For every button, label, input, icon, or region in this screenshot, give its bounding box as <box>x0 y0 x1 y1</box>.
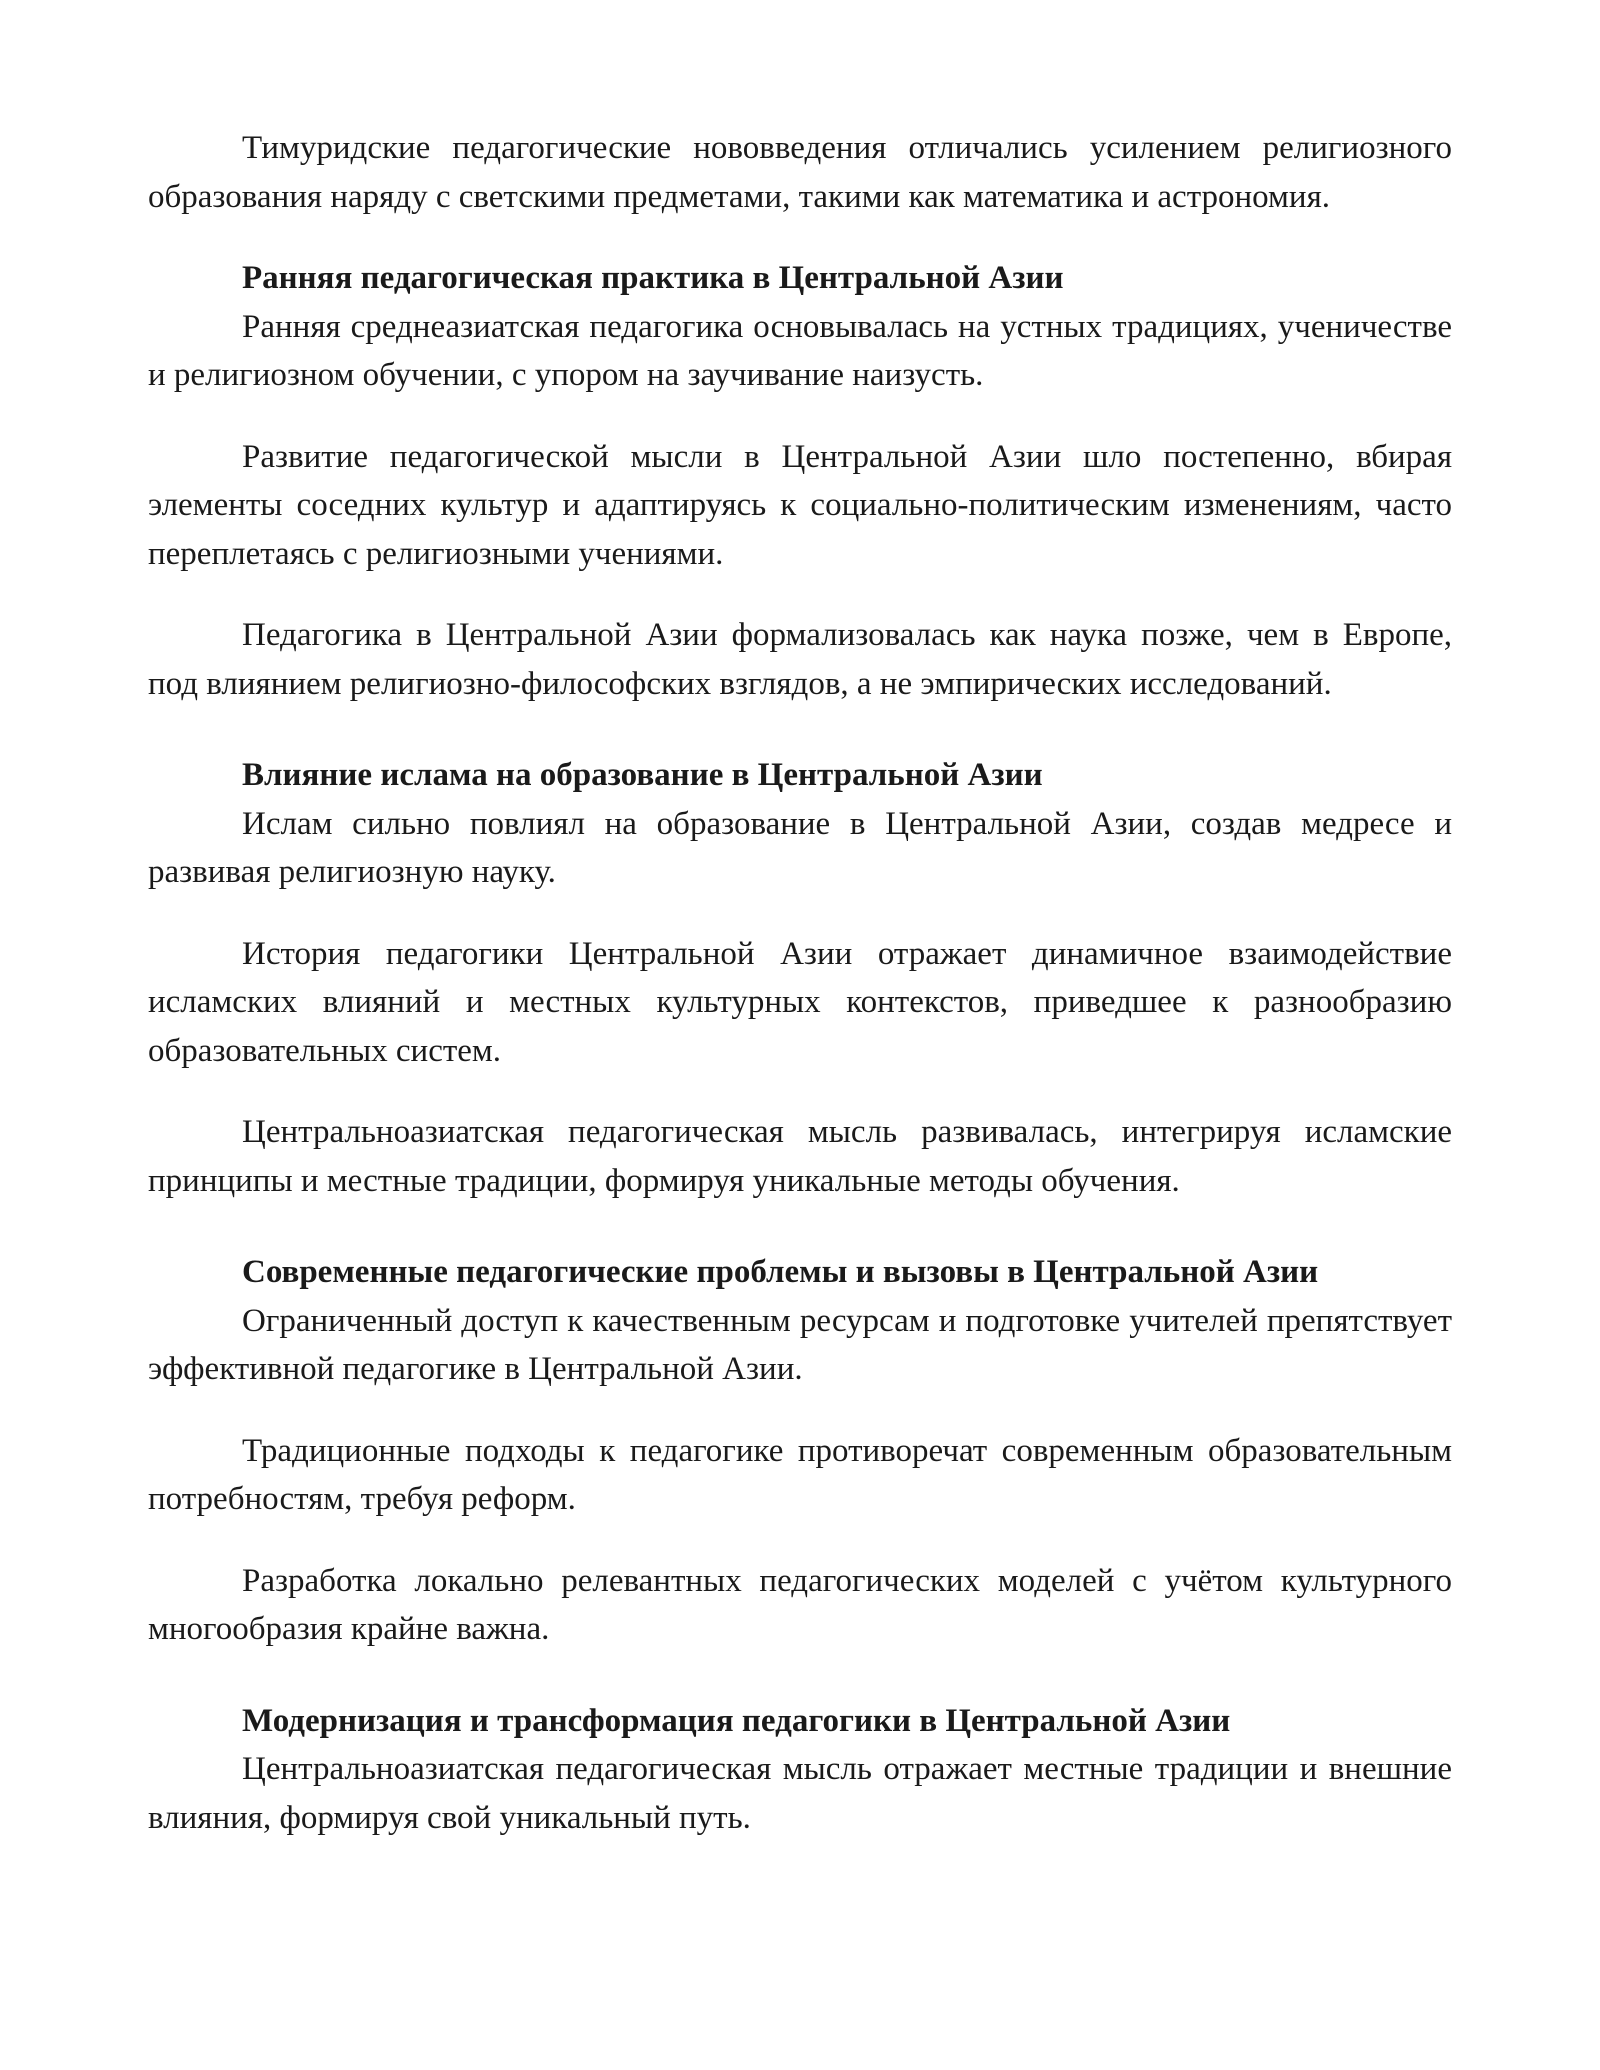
paragraph-development: Развитие педагогической мысли в Центральной Азии шло постепенно, вбирая элементы соседних культур и адаптируясь к социально-политическим изменениям, часто переплетаясь с религиозными учениями. <box>148 438 1452 572</box>
paragraph-timurid-innovations: Тимуридские педагогические нововведения отличались усилением религиозного образования наряду с светскими предметами, такими как математика и астрономия. <box>148 130 1452 215</box>
paragraph-integration: Центральноазиатская педагогическая мысль развивалась, интегрируя исламские принципы и местные традиции, формируя уникальные методы обучения. <box>148 1114 1452 1199</box>
paragraph-unique-path: Центральноазиатская педагогическая мысль отражает местные традиции и внешние влияния, формируя свой уникальный путь. <box>148 1751 1452 1836</box>
paragraph-formalization: Педагогика в Центральной Азии формализовалась как наука позже, чем в Европе, под влиянием религиозно-философских взглядов, а не эмпирических исследований. <box>148 617 1452 702</box>
paragraph-early-pedagogy: Ранняя среднеазиатская педагогика основывалась на устных традициях, ученичестве и религиозном обучении, с упором на заучивание наизусть. <box>148 308 1452 393</box>
paragraph-history-interaction: История педагогики Центральной Азии отражает динамичное взаимодействие исламских влияний и местных культурных контекстов, приведшее к разнообразию образовательных систем. <box>148 935 1452 1069</box>
heading-modernization: Модернизация и трансформация педагогики в Центральной Азии <box>242 1702 1231 1739</box>
paragraph-local-models: Разработка локально релевантных педагогических моделей с учётом культурного многообразия крайне важна. <box>148 1562 1452 1647</box>
document-page <box>148 124 1452 1842</box>
paragraph-traditional-approaches: Традиционные подходы к педагогике противоречат современным образовательным потребностям, требуя реформ. <box>148 1432 1452 1517</box>
paragraph-islam-madrasa: Ислам сильно повлиял на образование в Центральной Азии, создав медресе и развивая религиозную науку. <box>148 805 1452 890</box>
paragraph-limited-access: Ограниченный доступ к качественным ресурсам и подготовке учителей препятствует эффективной педагогике в Центральной Азии. <box>148 1302 1452 1387</box>
heading-modern-problems: Современные педагогические проблемы и вызовы в Центральной Азии <box>242 1254 1319 1290</box>
heading-islam-influence: Влияние ислама на образование в Центральной Азии <box>242 757 1043 793</box>
heading-early-practice: Ранняя педагогическая практика в Центральной Азии <box>242 260 1064 296</box>
